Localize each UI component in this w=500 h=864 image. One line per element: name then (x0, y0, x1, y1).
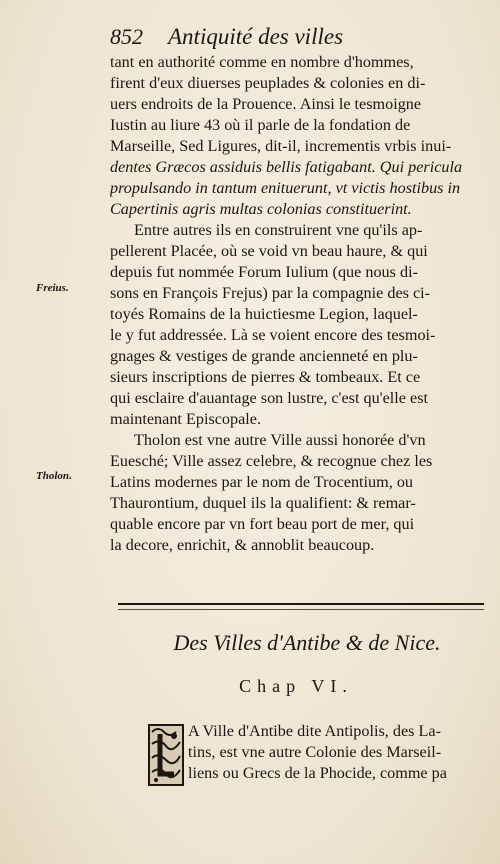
text-line: propulsando in tantum enituerunt, vt victis hostibus in (110, 179, 461, 197)
margin-note-frejus: Freius. (36, 282, 69, 294)
margin-note-tholon: Tholon. (36, 470, 72, 482)
text-line: sons en François Frejus) par la compagnie des ci- (110, 284, 431, 302)
text-line: Latins modernes par le nom de Trocentium, ou (110, 473, 414, 491)
text-line: gnages & vestiges de grande ancienneté en plu- (110, 347, 418, 365)
text-line: le y fut addressée. Là se voient encore des tesmoi- (110, 326, 436, 344)
page-number: 852 (110, 24, 143, 49)
text-line: Tholon est vne autre Ville aussi honorée d'vn (134, 431, 426, 449)
page-header (110, 24, 480, 54)
section-title: Des Villes d'Antibe & de Nice. (173, 630, 441, 655)
text-line: toyés Romains de la huictiesme Legion, laquel- (110, 305, 418, 323)
text-line: qui esclaire d'auantage son lustre, c'est qu'elle est (110, 389, 428, 407)
text-line: maintenant Episcopale. (110, 410, 262, 428)
text-line: pellerent Placée, où se void vn beau haure, & qui (110, 242, 428, 260)
section-divider-thin (118, 609, 484, 610)
text-line: uers endroits de la Prouence. Ainsi le tesmoigne (110, 95, 422, 113)
text-line: tant en authorité comme en nombre d'hommes, (110, 53, 414, 71)
text-line: Euesché; Ville assez celebre, & recognue chez les (110, 452, 433, 470)
text-line: dentes Græcos assiduis bellis fatigabant. Qui pericula (110, 158, 463, 176)
text-line: Entre autres ils en construirent vne qu'ils ap- (134, 221, 423, 239)
text-line: Iustin au liure 43 où il parle de la fondation de (110, 116, 411, 134)
text-line: liens ou Grecs de la Phocide, comme pa (188, 764, 447, 782)
ornamental-initial-icon (148, 724, 184, 786)
body-text (110, 52, 482, 556)
text-line: depuis fut nommée Forum Iulium (que nous di- (110, 263, 418, 281)
section-divider (118, 603, 484, 605)
text-line: tins, est vne autre Colonie des Marseil- (188, 743, 442, 761)
text-line: sieurs inscriptions de pierres & tombeaux. Et ce (110, 368, 421, 386)
text-line: Capertinis agris multas colonias constituerint. (110, 200, 412, 218)
chapter-heading: Chap VI. (239, 676, 353, 696)
text-line: firent d'eux diuerses peuplades & colonies en di- (110, 74, 426, 92)
text-line: quable encore par vn fort beau port de mer, qui (110, 515, 415, 533)
text-line: la decore, enrichit, & annoblit beaucoup. (110, 536, 375, 554)
chapter-text (188, 721, 484, 784)
text-line: Marseille, Sed Ligures, dit-il, incrementis vrbis inui- (110, 137, 452, 155)
text-line: Thaurontium, duquel ils la qualifient: & remar- (110, 494, 416, 512)
running-head: Antiquité des villes (168, 24, 344, 49)
text-line: A Ville d'Antibe dite Antipolis, des La- (188, 722, 441, 740)
